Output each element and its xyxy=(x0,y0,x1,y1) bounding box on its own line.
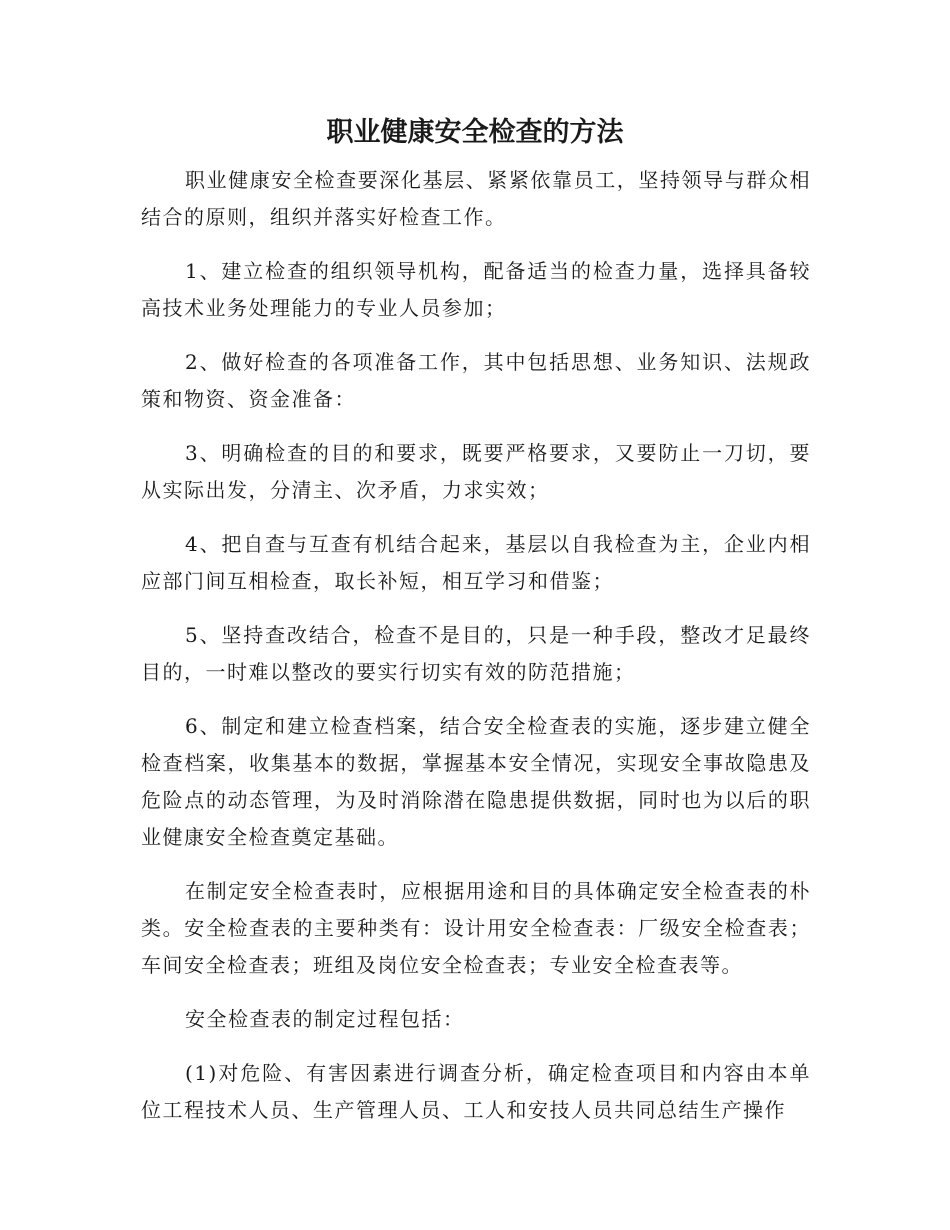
paragraph-item-3: 3、明确检查的目的和要求，既要严格要求，又要防止一刀切，要从实际出发，分清主、次矛盾，力求实效； xyxy=(141,441,811,502)
paragraph-item-4: 4、把自查与互查有机结合起来，基层以自我检查为主，企业内相应部门间互相检查，取长补短，相互学习和借鉴； xyxy=(141,532,811,593)
paragraph-checklist-process: 安全检查表的制定过程包括： xyxy=(185,1007,465,1031)
paragraph-item-5: 5、坚持查改结合，检查不是目的，只是一种手段，整改才足最终目的，一时难以整改的要实行切实有效的防范措施； xyxy=(141,623,811,684)
paragraph-item-6: 6、制定和建立检查档案，结合安全检查表的实施，逐步建立健全检查档案，收集基本的数据，掌握基本安全情况，实现安全事故隐患及危险点的动态管理，为及时消除潜在隐患提供数据，同时也为以后的职业健康安全检查奠定基础。 xyxy=(141,714,811,849)
paragraph-item-1: 1、建立检查的组织领导机构，配备适当的检查力量，选择具备较高技术业务处理能力的专业人员参加； xyxy=(141,259,811,320)
paragraph-item-2: 2、做好检查的各项准备工作，其中包括思想、业务知识、法规政策和物资、资金准备： xyxy=(141,350,811,411)
document-body xyxy=(141,162,811,1146)
paragraph-intro: 职业健康安全检查要深化基层、紧紧依靠员工，坚持领导与群众相结合的原则，组织并落实好检查工作。 xyxy=(141,168,811,229)
paragraph-step-1: (1)对危险、有害因素进行调查分析，确定检查项目和内容由本单位工程技术人员、生产管理人员、工人和安技人员共同总结生产操作 xyxy=(141,1061,811,1122)
document-title: 职业健康安全检查的方法 xyxy=(326,117,624,148)
paragraph-checklist-types: 在制定安全检查表时，应根据用途和目的具体确定安全检查表的朴类。安全检查表的主要种类有：设计用安全检查表：厂级安全检查表；车间安全检查表；班组及岗位安全检查表；专业安全检查表等。 xyxy=(141,879,811,977)
